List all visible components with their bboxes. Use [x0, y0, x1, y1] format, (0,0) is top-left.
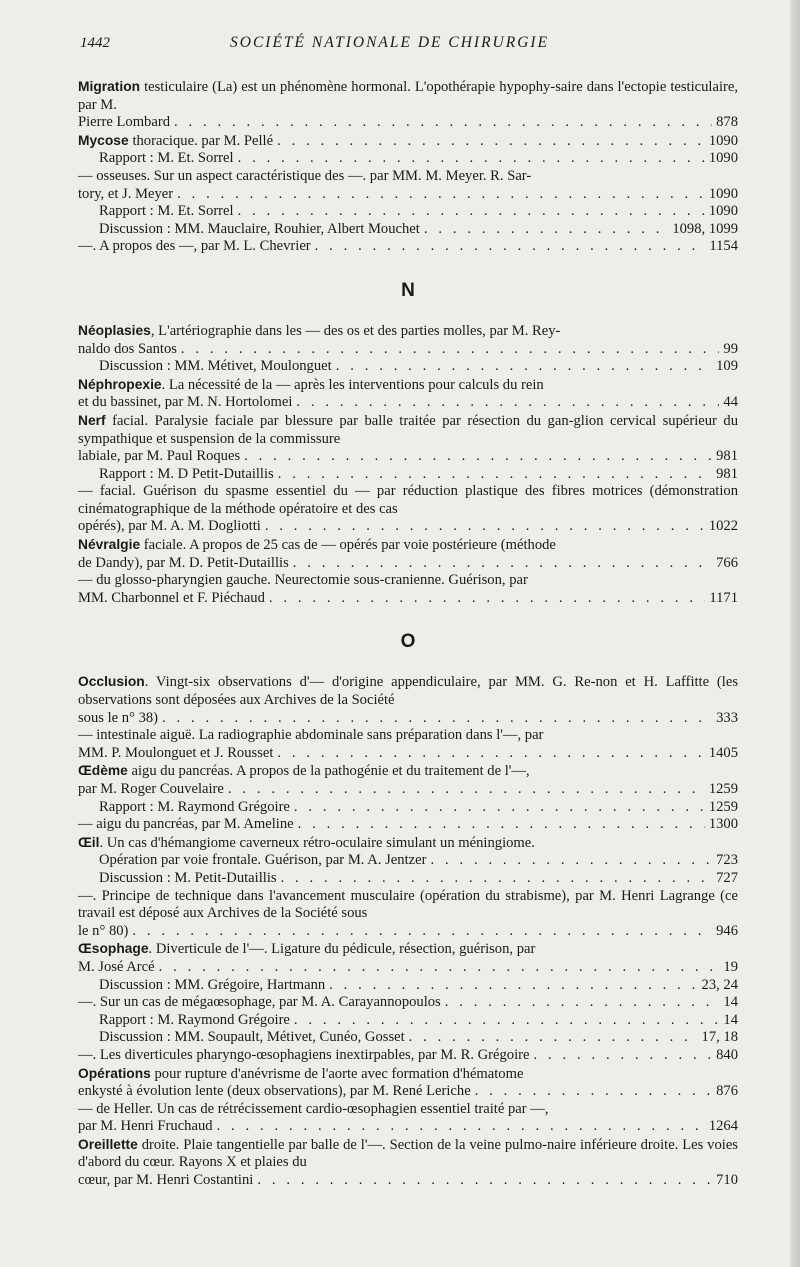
- entry-lemma: Mycose: [78, 132, 133, 148]
- page-ref: 17, 18: [701, 1029, 738, 1046]
- entry-text: —. Principe de technique dans l'avancement musculaire (opération du strabisme), par M. Henri Lagrange (ce travail est déposé aux Archives de la Société sous: [78, 887, 738, 922]
- leader-dots: [336, 358, 712, 376]
- entry-last-line: Discussion : MM. Soupault, Métivet, Cunéo, Gosset: [99, 1029, 405, 1046]
- index-entry: [78, 358, 738, 376]
- page-ref: 1300: [708, 816, 738, 833]
- page-ref: 99: [723, 340, 738, 357]
- entry-text: droite. Plaie tangentielle par balle de l'—. Section de la veine pulmo-naire inférieure droite. Les voies d'abord du cœur. Rayons X et plaies du: [78, 1136, 738, 1171]
- entry-lemma: Névralgie: [78, 537, 141, 553]
- leader-dots: [296, 394, 719, 412]
- leader-dots: [475, 1083, 712, 1101]
- entry-last-line: opérés), par M. A. M. Dogliotti: [78, 518, 261, 535]
- entry-last-line: M. José Arcé: [78, 958, 155, 975]
- page-ref: 1090: [708, 150, 738, 167]
- leader-dots: [177, 186, 705, 204]
- leader-dots: [174, 114, 712, 132]
- entry-last-line: labiale, par M. Paul Roques: [78, 448, 241, 465]
- entry-text: , L'artériographie dans les — des os et des parties molles, par M. Rey-: [150, 322, 561, 339]
- entry-last-line: Rapport : M. Raymond Grégoire: [99, 1011, 290, 1028]
- entry-last-line: Pierre Lombard: [78, 114, 170, 131]
- leader-dots: [294, 799, 705, 817]
- page-ref: 1090: [708, 185, 738, 202]
- entry-text: aigu du pancréas. A propos de la pathogénie et du traitement de l'—,: [127, 763, 530, 780]
- entry-last-line: Rapport : M. Et. Sorrel: [99, 203, 234, 220]
- index-entry: [78, 834, 738, 870]
- leader-dots: [294, 1012, 720, 1030]
- index-entry: [78, 1029, 738, 1047]
- leader-dots: [159, 959, 720, 977]
- running-head: [78, 34, 738, 62]
- page-ref: 876: [716, 1083, 738, 1100]
- entry-last-line: de Dandy), par M. D. Petit-Dutaillis: [78, 554, 289, 571]
- index-entry: [78, 466, 738, 484]
- leader-dots: [329, 977, 697, 995]
- entry-last-line: Discussion : MM. Métivet, Moulonguet: [99, 358, 332, 375]
- leader-dots: [162, 710, 712, 728]
- page-ref: 878: [716, 114, 738, 131]
- leader-dots: [424, 221, 668, 239]
- page-ref: 981: [716, 465, 738, 482]
- entry-last-line: MM. Charbonnel et F. Piéchaud: [78, 589, 265, 606]
- entry-last-line: —. A propos des —, par M. L. Chevrier: [78, 238, 311, 255]
- leader-dots: [281, 870, 713, 888]
- leader-dots: [445, 994, 720, 1012]
- leader-dots: [228, 781, 705, 799]
- page-ref: 14: [723, 1011, 738, 1028]
- entry-text: faciale. A propos de 25 cas de — opérés par voie postérieure (méthode: [140, 537, 556, 554]
- index-entry: [78, 673, 738, 727]
- page-ref: 946: [716, 922, 738, 939]
- entry-last-line: Opération par voie frontale. Guérison, par M. A. Jentzer: [99, 852, 427, 869]
- leader-dots: [409, 1029, 698, 1047]
- index-entry: [78, 816, 738, 834]
- page-ref: 1098, 1099: [672, 220, 738, 237]
- entry-lemma: Nerf: [78, 412, 106, 428]
- page-ref: 1090: [708, 132, 738, 149]
- entry-lemma: Oreillette: [78, 1136, 138, 1152]
- entry-lemma: Œdème: [78, 763, 128, 779]
- entry-last-line: tory, et J. Meyer: [78, 185, 174, 202]
- entry-last-line: et du bassinet, par M. N. Hortolomei: [78, 394, 293, 411]
- entry-last-line: Rapport : M. Raymond Grégoire: [99, 798, 290, 815]
- entry-text: . La nécessité de la — après les interventions pour calculs du rein: [161, 376, 544, 393]
- leader-dots: [315, 238, 706, 256]
- leader-dots: [132, 923, 712, 941]
- leader-dots: [277, 133, 705, 151]
- index-entry: [78, 1012, 738, 1030]
- index-entry: [78, 483, 738, 536]
- entry-text: — du glosso-pharyngien gauche. Neurectomie sous-cranienne. Guérison, par: [78, 572, 528, 589]
- page-ref: 1022: [708, 518, 738, 535]
- entry-last-line: enkysté à évolution lente (deux observations), par M. René Leriche: [78, 1083, 471, 1100]
- page-ref: 1405: [708, 744, 738, 761]
- page-ref: 981: [716, 448, 738, 465]
- leader-dots: [277, 745, 704, 763]
- leader-dots: [257, 1172, 712, 1190]
- index-entry: [78, 78, 738, 132]
- index-entry: [78, 1047, 738, 1065]
- page-number: 1442: [80, 35, 110, 51]
- leader-dots: [298, 816, 705, 834]
- entry-last-line: par M. Henri Fruchaud: [78, 1118, 213, 1135]
- entry-last-line: Discussion : MM. Mauclaire, Rouhier, Albert Mouchet: [99, 220, 420, 237]
- leader-dots: [244, 448, 712, 466]
- entry-lemma: Œsophage: [78, 941, 149, 957]
- page-ref: 723: [716, 852, 738, 869]
- index-entry: [78, 203, 738, 221]
- entry-text: — de Heller. Un cas de rétrécissement cardio-œsophagien essentiel traité par —,: [78, 1100, 549, 1117]
- entry-text: testiculaire (La) est un phénomène hormonal. L'opothérapie hypophy-saire dans l'ectopie testiculaire, par M.: [78, 79, 738, 113]
- page-ref: 727: [716, 869, 738, 886]
- entry-lemma: Migration: [78, 79, 141, 94]
- entry-text: . Diverticule de l'—. Ligature du pédicule, résection, guérison, par: [148, 941, 536, 958]
- page-ref: 1154: [709, 238, 738, 255]
- index-entry: [78, 940, 738, 976]
- leader-dots: [265, 518, 705, 536]
- leader-dots: [533, 1047, 712, 1065]
- entry-last-line: —. Les diverticules pharyngo-œsophagiens inextirpables, par M. R. Grégoire: [78, 1046, 530, 1063]
- page-ref: 1259: [708, 781, 738, 797]
- index-entry: [78, 994, 738, 1012]
- page-edge-shadow: [790, 0, 800, 1267]
- running-title: SOCIÉTÉ NATIONALE DE CHIRURGIE: [230, 34, 550, 51]
- leader-dots: [293, 555, 712, 573]
- entry-lemma: Néoplasies: [78, 322, 151, 338]
- entry-last-line: Rapport : M. D Petit-Dutaillis: [99, 465, 274, 482]
- entry-lemma: Occlusion: [78, 674, 145, 690]
- entry-text: . Vingt-six observations d'— d'origine appendiculaire, par MM. G. Re-non et H. Laffitte (les observations sont déposées aux Archives de la Société: [78, 674, 738, 709]
- index-entry: [78, 762, 738, 798]
- index-entry: [78, 799, 738, 817]
- index-entry: [78, 376, 738, 412]
- entry-lemma: Opérations: [78, 1065, 151, 1081]
- page-ref: 766: [716, 554, 738, 571]
- section-letter-o: O: [400, 631, 416, 653]
- index-entry: [78, 870, 738, 888]
- index-entry: [78, 132, 738, 151]
- entry-last-line: sous le n° 38): [78, 709, 159, 726]
- entry-text: facial. Paralysie faciale par blessure par balle traitée par résection du gan-glion cervical supérieur du sympathique et suspension de la commissure: [78, 412, 738, 447]
- leader-dots: [269, 590, 705, 608]
- entry-last-line: Discussion : MM. Grégoire, Hartmann: [99, 976, 326, 993]
- entry-text: — intestinale aiguë. La radiographie abdominale sans préparation dans l'—, par: [78, 727, 544, 744]
- leader-dots: [181, 341, 719, 359]
- index-entry: [78, 536, 738, 572]
- leader-dots: [238, 150, 705, 168]
- index-entry: [78, 1065, 738, 1101]
- index-entry: [78, 1136, 738, 1190]
- leader-dots: [430, 852, 712, 870]
- index-entry: [78, 221, 738, 239]
- index-entry: [78, 888, 738, 941]
- entry-last-line: — aigu du pancréas, par M. Ameline: [78, 816, 294, 833]
- page-ref: 19: [723, 958, 738, 975]
- entry-text: . Un cas d'hémangiome caverneux rétro-oculaire simulant un méningiome.: [99, 834, 535, 851]
- entry-last-line: Rapport : M. Et. Sorrel: [99, 150, 234, 167]
- index-entry: [78, 238, 738, 256]
- leader-dots: [238, 203, 705, 221]
- page-ref: 1090: [708, 203, 738, 220]
- entry-lemma: Néphropexie: [78, 376, 162, 392]
- index-entry: [78, 168, 738, 203]
- entry-last-line: cœur, par M. Henri Costantini: [78, 1172, 254, 1189]
- page-ref: 333: [716, 709, 738, 726]
- index-entry: [78, 572, 738, 607]
- index-entry: [78, 1101, 738, 1136]
- page-ref: 44: [723, 394, 738, 411]
- entry-lemma: Œil: [78, 834, 100, 850]
- entry-text: — facial. Guérison du spasme essentiel du — par réduction plastique des fibres motrices (démonstration cinématographique de la méthode opératoire et des cas: [78, 483, 738, 517]
- entry-last-line: naldo dos Santos: [78, 340, 177, 357]
- entry-last-line: —. Sur un cas de mégaœsophage, par M. A. Carayannopoulos: [78, 994, 441, 1011]
- entry-last-line: Discussion : M. Petit-Dutaillis: [99, 869, 277, 886]
- index-content: [78, 78, 738, 1190]
- page-ref: 1264: [708, 1118, 738, 1135]
- page-ref: 840: [716, 1046, 738, 1063]
- index-entry: [78, 322, 738, 358]
- page-ref: 710: [716, 1172, 738, 1189]
- page-ref: 1171: [709, 589, 738, 606]
- entry-last-line: Mycose thoracique. par M. Pellé: [78, 132, 274, 149]
- index-entry: [78, 977, 738, 995]
- entry-last-line: le n° 80): [78, 922, 129, 939]
- leader-dots: [278, 466, 712, 484]
- leader-dots: [217, 1118, 705, 1136]
- section-letter-n: N: [401, 279, 415, 301]
- index-entry: [78, 150, 738, 168]
- page-ref: 109: [716, 358, 738, 375]
- entry-text: pour rupture d'anévrisme de l'aorte avec formation d'hématome: [150, 1065, 524, 1082]
- page-ref: 14: [723, 994, 738, 1011]
- entry-last-line: MM. P. Moulonguet et J. Rousset: [78, 744, 274, 761]
- page-ref: 23, 24: [701, 976, 738, 993]
- entry-text: — osseuses. Sur un aspect caractéristique des —. par MM. M. Meyer. R. Sar-: [78, 167, 532, 184]
- page-ref: 1259: [708, 798, 738, 815]
- index-entry: [78, 412, 738, 466]
- index-entry: [78, 727, 738, 762]
- entry-last-line: par M. Roger Couvelaire: [78, 781, 224, 797]
